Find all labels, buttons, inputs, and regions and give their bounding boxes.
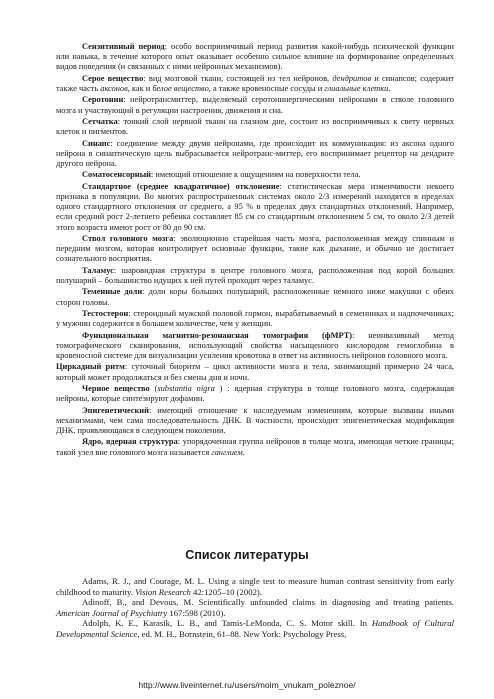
glossary-entry: Синапс: соединение между двумя нейронами, где происходит их коммуникация: из аксона одного нейрона в синаптическую щель выбрасывается нейротранс-миттер, его воспринимает рецептор на дендрите другого нейрона.: [56, 138, 455, 168]
glossary-definition: шаровидная структура в центре головного мозга, расположенная под корой больших полушарий – большинство идущих к ней путей проходят через таламус.: [56, 265, 454, 285]
glossary-entry: Ядро, ядерная структура: упорядоченная группа нейронов в толще мозга, имеющая четкие границы; такой узел вне головного мозга называется ганглием.: [56, 437, 454, 457]
reference-entry: Adinoff, B., and Devous, M. Scientifically unfounded claims in diagnosing and treating patients. American Journal of Psychiatry 167:598 (2010).: [56, 597, 454, 618]
glossary-entry: Серое вещество: вид мозговой ткани, состоящей из тел нейронов, дендритов и синапсов; содержит также часть аксонов, как и белое вещество, а также кровеносные сосуды и глиальные клетки.: [56, 73, 454, 93]
glossary-entry: Теменные доли: доли коры больших полушарий, расположенные немного ниже макушки с обеих сторон головы.: [56, 287, 454, 307]
glossary-definition: тонкий слой нервной ткани на глазном дне, состоит из восприимчивых к свету нервных клеток и пигментов.: [56, 116, 455, 137]
glossary-term: Сетчатка: [82, 116, 118, 126]
glossary-term: Теменные доли: [82, 287, 143, 297]
references-heading: Список литературы: [185, 548, 309, 562]
glossary-term: Функциональная магнитно-резонансная томография (фМРТ): [82, 330, 353, 340]
glossary-entry: Функциональная магнитно-резонансная томография (фМРТ): неинвазивный метод томографического сканирования, использующий свойства насыщенного кислородом гемоглобина в кровеносной системе для визуализации усиления кровотока в ответ на активность нейронов головного мозга.: [56, 330, 454, 360]
glossary-term: Тестостерон: [82, 308, 129, 318]
glossary-definition: эволюционно старейшая часть мозга, расположенная между спинным и передним мозгом, которая контролирует основные функции, такие как дыхание, и обычно не достигает сознательного восприятия.: [56, 233, 454, 264]
glossary-term: Ствол головного мозга: [82, 233, 174, 243]
glossary-entry: Стандартное (среднее квадратичное) отклонение: статистическая мера изменчивости некоего признака в популяции. Во многих распространенных системах около 2/3 измерений находятся в пределах одного стандартного отклонения от среднего, а 95 % в пределах двух стандартных отклонений. Например, если средний рост 2-летнего ребенка составляет 85 см со стандартным отклонением 5 см, то около 2/3 детей этого возраста имеют рост от 80 до 90 см.: [56, 181, 454, 232]
glossary-definition: стероидный мужской половой гормон, вырабатываемый в семенниках и надпочечниках; у мужчин содержится в большем количестве, чем у женщин.: [56, 308, 454, 329]
glossary-term: Сензитивный период: [82, 42, 165, 51]
glossary-term: Серотонин: [82, 95, 124, 105]
glossary-definition: суточный биоритм – цикл активности мозга и тела, занимающий примерно 24 часа, который может продолжаться и без смены дня и ночи.: [56, 362, 455, 382]
glossary-entry: Ствол головного мозга: эволюционно старейшая часть мозга, расположенная между спинным и передним мозгом, которая контролирует основные функции, такие как дыхание, и обычно не достигает сознательного восприятия.: [56, 233, 454, 264]
glossary-entry: Тестостерон: стероидный мужской половой гормон, вырабатываемый в семенниках и надпочечниках; у мужчин содержится в большем количестве, чем у женщин.: [56, 308, 454, 329]
glossary-entry: Таламус: шаровидная структура в центре головного мозга, расположенная под корой больших полушарий – большинство идущих к ней путей проходят через таламус.: [56, 265, 454, 285]
glossary-entry: Сензитивный период: особо восприимчивый период развития какой-нибудь психической функции или навыка, в течение которого опыт оказывает особенно сильное влияние на формирование определенных видов поведения (и связанных с ними нейронных механизмов).: [56, 42, 455, 72]
glossary-term: Синапс: [82, 138, 111, 148]
glossary-definition: имеющий отношение к наследуемым изменениям, которые вызваны иными механизмами, чем сама последовательность ДНК. В частности, происходит эпигенетическая модификация ДНК, проявляющаяся в следующем поколении.: [56, 405, 454, 435]
glossary-term: Ядро, ядерная структура: [82, 437, 178, 447]
glossary-term: Таламус: [82, 265, 114, 275]
glossary-definition: имеющий отношение к ощущениям на поверхности тела.: [155, 170, 361, 180]
glossary-term: Серое вещество: [82, 73, 144, 83]
footer-url-link[interactable]: http://www.liveinternet.ru/users/moim_vnukam_poleznoe/: [138, 680, 356, 690]
glossary-definition: статистическая мера изменчивости некоего признака в популяции. Во многих распространенных системах около 2/3 измерений находятся в пределах одного стандартного отклонения от среднего, а 95 % в пределах двух стандартных отклонений. Например, если средний рост 2-летнего ребенка составляет 85 см со стандартным отклонением 5 см, то около 2/3 детей этого возраста имеют рост от 80 до 90 см.: [56, 181, 454, 232]
glossary-entry: Серотонин: нейротрансмиттер, выделяемый серотонинергическими нейронами в стволе головного мозга и участвующий в регуляции настроения, движения и сна.: [56, 95, 454, 115]
glossary-term: Эпигенетический: [82, 405, 149, 415]
reference-entry: Adams, R. J., and Courage, M. L. Using a single test to measure human contrast sensitivity from early childhood to maturity. Vision Research 42:1205–10 (2002).: [56, 576, 454, 597]
glossary-definition: нейротрансмиттер, выделяемый серотонинергическими нейронами в стволе головного мозга и участвующий в регуляции настроения, движения и сна.: [56, 95, 454, 115]
glossary-definition: неинвазивный метод томографического сканирования, использующий свойства насыщенного кислородом гемоглобина в кровеносной системе для визуализации усиления кровотока в ответ на активность нейронов головного мозга.: [56, 330, 454, 360]
glossary-term: Стандартное (среднее квадратичное) отклонение: [82, 181, 280, 191]
glossary-entry: Эпигенетический: имеющий отношение к наследуемым изменениям, которые вызваны иными механизмами, чем сама последовательность ДНК. В частности, происходит эпигенетическая модификация ДНК, проявляющаяся в следующем поколении.: [56, 405, 454, 435]
glossary-term: Черное вещество: [82, 383, 150, 393]
glossary: [56, 42, 454, 459]
glossary-term: Соматосенсорный: [82, 170, 151, 180]
glossary-entry: Черное вещество (substantia nigra ) : ядерная структура в толще головного мозга, содержащая нейроны, которые синтезируют дофамин.: [56, 383, 454, 404]
glossary-term: Циркадный ритм: [56, 362, 125, 372]
glossary-definition: соединение между двумя нейронами, где происходит их коммуникация: из аксона одного нейрона в синаптическую щель выбрасывается нейротранс-миттер, его воспринимает рецептор на дендрите другого нейрона.: [56, 138, 455, 168]
glossary-definition: особо восприимчивый период развития какой-нибудь психической функции или навыка, в течение которого опыт оказывает особенно сильное влияние на формирование определенных видов поведения (и связанных с ними нейронных механизмов).: [56, 42, 455, 72]
glossary-definition: доли коры больших полушарий, расположенные немного ниже макушки с обеих сторон головы.: [56, 287, 454, 307]
references-list: [56, 576, 454, 640]
glossary-entry: Циркадный ритм: суточный биоритм – цикл активности мозга и тела, занимающий примерно 24 часа, который может продолжаться и без смены дня и ночи.: [56, 362, 455, 382]
glossary-entry: Соматосенсорный: имеющий отношение к ощущениям на поверхности тела.: [82, 170, 361, 180]
reference-entry: Adolph, K. E., Karasik, L. B., and Tamis-LeMonda, C. S. Motor skill. In Handbook of Cultural Developmental Science, ed. M. H., Bornstein, 61–88. New York: Psychology Press,: [56, 618, 454, 639]
glossary-entry: Сетчатка: тонкий слой нервной ткани на глазном дне, состоит из восприимчивых к свету нервных клеток и пигментов.: [56, 116, 455, 137]
